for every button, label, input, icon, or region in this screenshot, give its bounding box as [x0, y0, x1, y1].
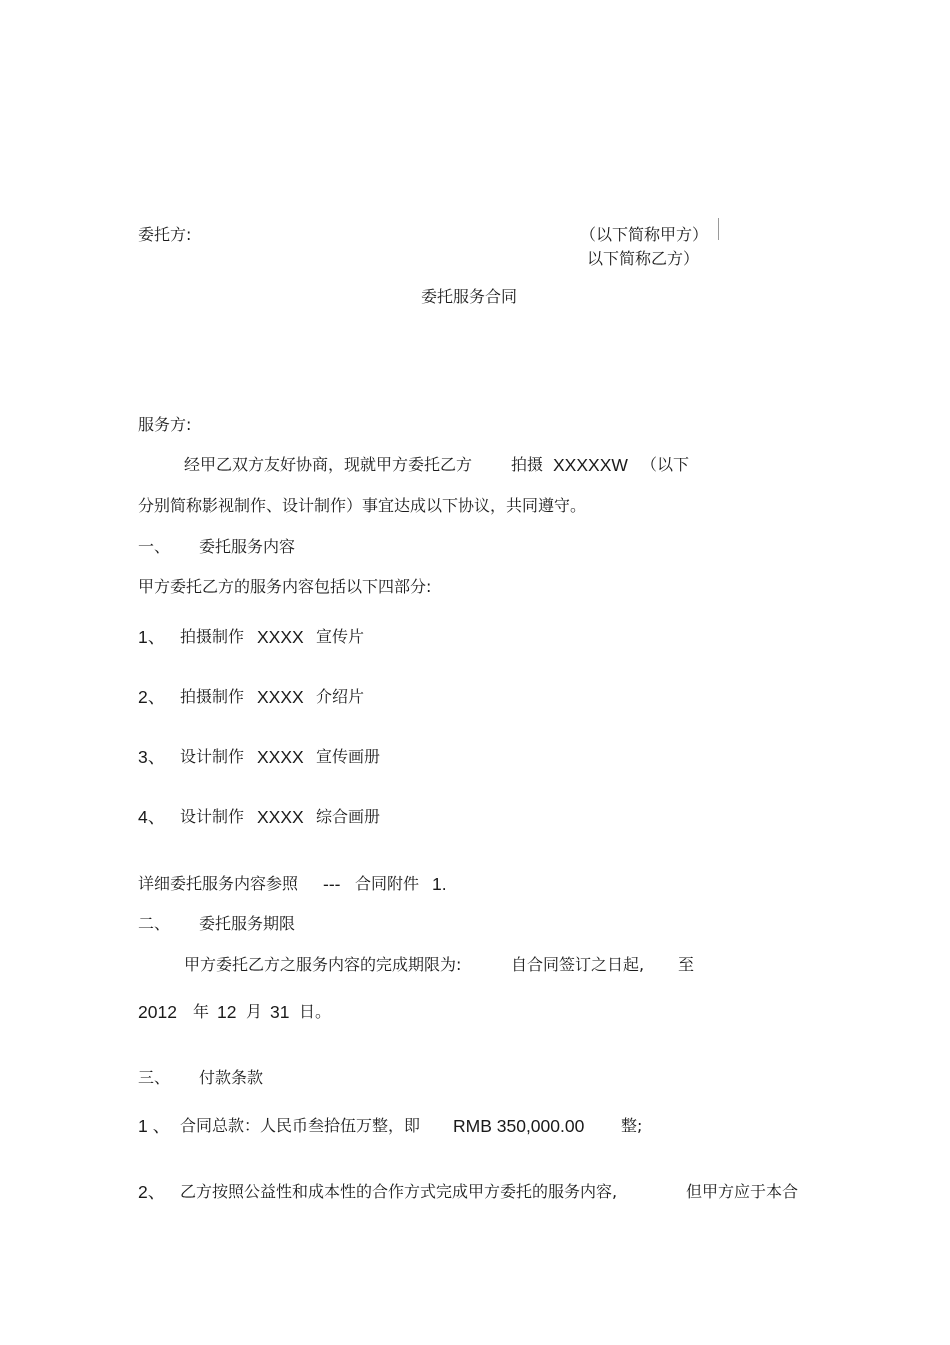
date-year: 2012: [138, 1002, 177, 1022]
item-action: 设计制作: [180, 807, 245, 826]
margin-mark: [718, 218, 719, 240]
provider-label: 服务方:: [138, 415, 192, 434]
item-subject: XXXX: [257, 627, 304, 647]
term-text: 甲方委托乙方之服务内容的完成期限为:: [184, 955, 462, 974]
client-label: 委托方:: [138, 225, 192, 244]
reference-number: 1.: [432, 874, 447, 894]
intro-note: （以下: [641, 455, 690, 474]
payment-item2-text: 乙方按照公益性和成本性的合作方式完成甲方委托的服务内容,: [180, 1182, 618, 1201]
item-action: 拍摄制作: [180, 627, 245, 646]
document-title: 委托服务合同: [421, 287, 518, 306]
payment-item2-continuation: 但甲方应于本合: [686, 1182, 799, 1201]
date-year-unit: 年: [193, 1002, 210, 1021]
section2-number: 二、: [138, 914, 171, 933]
payment-item1-number: 1 、: [138, 1116, 171, 1136]
item-subject: XXXX: [257, 747, 304, 767]
date-month-unit: 月: [246, 1002, 263, 1021]
payment-amount: RMB 350,000.00: [453, 1116, 585, 1136]
reference-attachment: 合同附件: [355, 874, 420, 893]
intro-text-line2: 分别简称影视制作、设计制作）事宜达成以下协议，共同遵守。: [138, 496, 587, 515]
item-number: 3、: [138, 747, 166, 767]
intro-project: XXXXXW: [553, 455, 628, 475]
section1-heading: 委托服务内容: [199, 537, 296, 556]
item-deliverable: 宣传片: [316, 627, 365, 646]
section2-heading: 委托服务期限: [199, 914, 296, 933]
payment-total-text: 合同总款：人民币叁拾伍万整，即: [180, 1116, 421, 1135]
item-number: 4、: [138, 807, 166, 827]
intro-text: 经甲乙双方友好协商，现就甲方委托乙方: [184, 455, 473, 474]
item-action: 拍摄制作: [180, 687, 245, 706]
section3-number: 三、: [138, 1068, 171, 1087]
item-number: 1、: [138, 627, 166, 647]
intro-verb: 拍摄: [511, 455, 544, 474]
date-month: 12: [217, 1002, 237, 1022]
reference-dash: ---: [323, 874, 341, 894]
client-suffix: （以下简称甲方）: [580, 225, 709, 244]
item-number: 2、: [138, 687, 166, 707]
term-to: 至: [678, 955, 695, 974]
reference-text: 详细委托服务内容参照: [138, 874, 299, 893]
section1-number: 一、: [138, 537, 171, 556]
item-deliverable: 宣传画册: [316, 747, 381, 766]
item-subject: XXXX: [257, 687, 304, 707]
item-action: 设计制作: [180, 747, 245, 766]
provider-suffix: 以下简称乙方）: [587, 249, 700, 268]
date-day: 31: [270, 1002, 290, 1022]
section3-heading: 付款条款: [199, 1068, 264, 1087]
item-deliverable: 综合画册: [316, 807, 381, 826]
item-subject: XXXX: [257, 807, 304, 827]
term-start: 自合同签订之日起,: [511, 955, 645, 974]
item-deliverable: 介绍片: [316, 687, 365, 706]
date-day-unit: 日。: [299, 1002, 332, 1021]
payment-total-suffix: 整;: [621, 1116, 643, 1135]
section1-lead: 甲方委托乙方的服务内容包括以下四部分:: [138, 577, 432, 596]
payment-item2-number: 2、: [138, 1182, 166, 1202]
